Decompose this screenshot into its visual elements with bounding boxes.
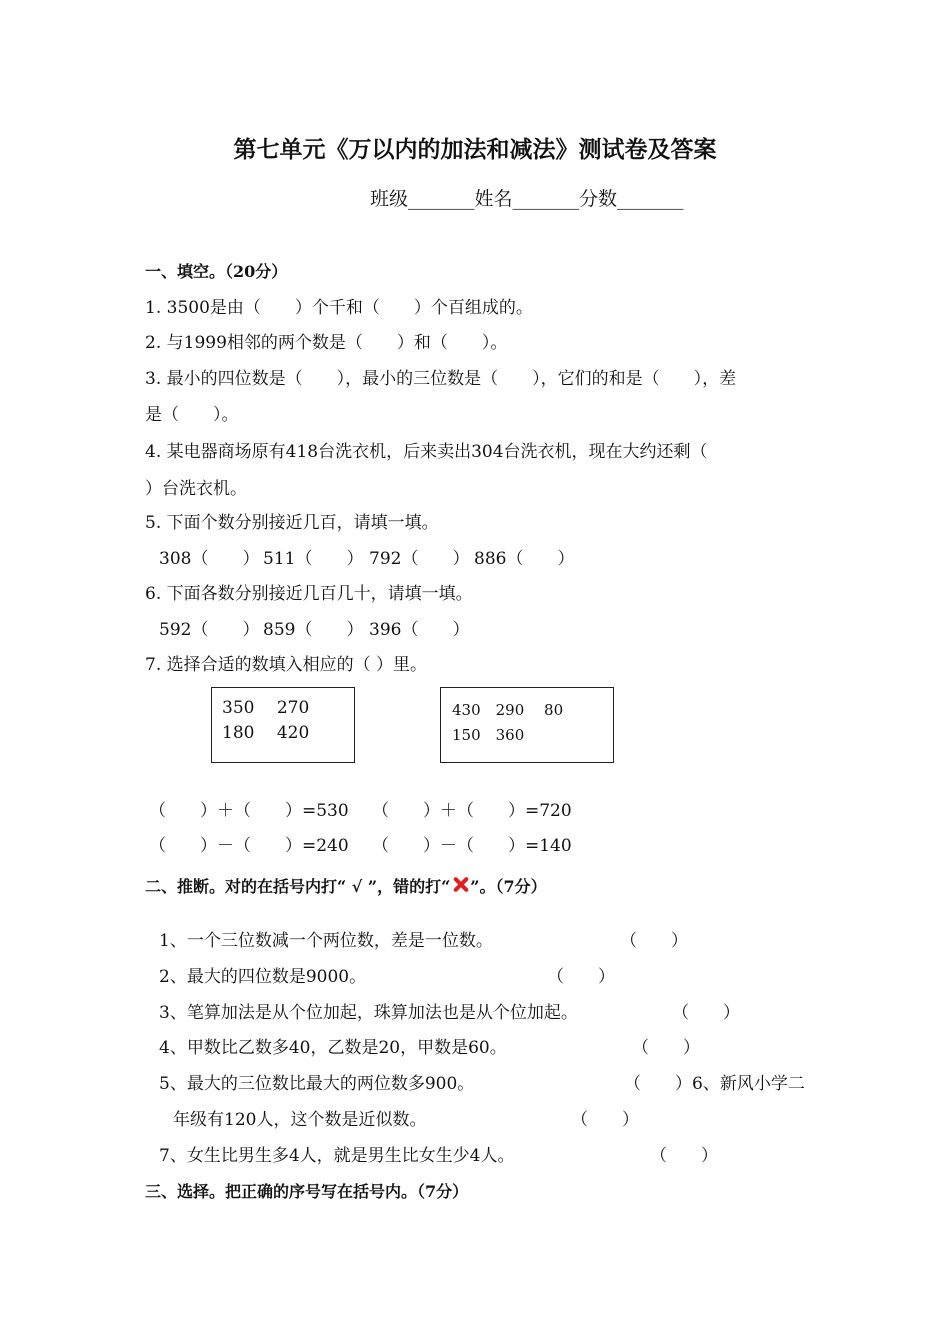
question-4-line2: ）台洗衣机。 [145,479,247,499]
page-title: 第七单元《万以内的加法和减法》测试卷及答案 [233,136,717,163]
q6-item: 396（ ） [369,620,470,640]
student-info-line: 班级_______姓名_______分数_______ [370,188,684,210]
section3-heading: 三、选择。把正确的序号写在括号内。（7分） [145,1182,469,1201]
question-3-line2: 是（ ）。 [145,405,239,425]
question-3-line1: 3. 最小的四位数是（ ），最小的三位数是（ ），它们的和是（ ），差 [145,369,737,389]
question-4-line1: 4. 某电器商场原有418台洗衣机，后来卖出304台洗衣机，现在大约还剩（ [145,442,708,462]
q5-item: 308（ ） [159,549,260,569]
judge-item: 2、最大的四位数是9000。 [159,967,367,987]
equation-diff-140: （ ）－（ ）=140 [372,836,572,856]
judge-item: 1、一个三位数减一个两位数，差是一位数。 [159,931,493,951]
answer-paren: （ ） [650,1146,718,1166]
section2-heading-part2: ”。（7分） [470,877,547,896]
judge-item: 4、甲数比乙数多40，乙数是20，甲数是60。 [159,1038,507,1058]
number-box-1-row1: 350 270 [222,698,310,718]
question-5: 5. 下面个数分别接近几百，请填一填。 [145,513,439,533]
q6-item: 592（ ） [159,620,260,640]
number-box-2-row2: 150 360 [452,726,525,744]
q5-item: 886（ ） [474,549,575,569]
equation-sum-530: （ ）＋（ ）=530 [149,801,349,821]
section2-heading [145,874,547,898]
judge-item: 3、笔算加法是从个位加起，珠算加法也是从个位加起。 [159,1003,578,1023]
q5-item: 792（ ） [369,549,470,569]
judge-item: 年级有120人，这个数是近似数。 [173,1110,427,1130]
question-6: 6. 下面各数分别接近几百几十，请填一填。 [145,584,473,604]
number-box-2 [440,687,614,763]
judge-item: 5、最大的三位数比最大的两位数多900。 [159,1074,475,1094]
answer-paren: （ ） [672,1003,740,1023]
judge-item: 7、女生比男生多4人，就是男生比女生少4人。 [159,1146,515,1166]
number-box-1 [211,687,355,763]
number-box-1-row2: 180 420 [222,723,310,743]
q5-item: 511（ ） [263,549,364,569]
question-1: 1. 3500是由（ ）个千和（ ）个百组成的。 [145,298,533,318]
equation-sum-720: （ ）＋（ ）=720 [372,801,572,821]
answer-paren: （ ） [632,1038,700,1058]
answer-paren: （ ） [620,931,688,951]
question-7: 7. 选择合适的数填入相应的（ ）里。 [145,655,428,675]
equation-diff-240: （ ）－（ ）=240 [149,836,349,856]
q6-item: 859（ ） [263,620,364,640]
answer-paren: （ ）6、新风小学二 [624,1074,805,1094]
section2-heading-part1: 二、推断。对的在括号内打“ √ ”，错的打“ [145,877,451,896]
red-cross-icon [450,874,470,896]
answer-paren: （ ） [571,1110,639,1130]
question-2: 2. 与1999相邻的两个数是（ ）和（ ）。 [145,333,508,353]
number-box-2-row1: 430 290 80 [452,701,564,719]
section1-heading: 一、填空。（20分） [145,262,288,281]
answer-paren: （ ） [547,967,615,987]
